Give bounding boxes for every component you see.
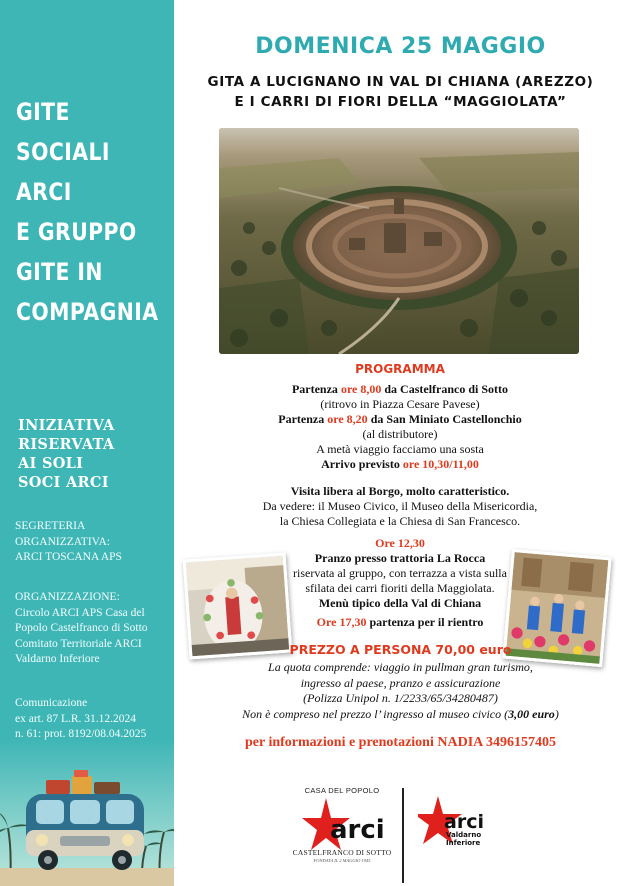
sidebar-title-line: SOCIALI <box>16 138 110 166</box>
notice-line: SOCI ARCI <box>18 474 109 491</box>
subtitle-line: GITA A LUCIGNANO IN VAL DI CHIANA (AREZZO) <box>207 74 594 90</box>
arrival-label: Arrivo previsto <box>321 457 403 471</box>
sidebar-title-line: GITE <box>16 98 70 126</box>
price-line: La quota comprende: viaggio in pullman gran turismo, <box>268 660 533 674</box>
meeting-point-2: (al distributore) <box>362 427 438 441</box>
visit-info <box>190 484 610 529</box>
price-details <box>174 660 627 722</box>
notice-line: INIZIATIVA <box>18 417 115 434</box>
comunicazione-line: n. 61: prot. 8192/08.04.2025 <box>15 728 147 740</box>
return-label: partenza per il rientro <box>366 615 484 629</box>
meeting-point: (ritrovo in Piazza Cesare Pavese) <box>320 397 480 411</box>
booking-contact: per informazioni e prenotazioni NADIA 3496157405 <box>245 735 556 750</box>
vintage-bus-illustration <box>0 740 174 886</box>
subtitle-line: E I CARRI DI FIORI DELLA “MAGGIOLATA” <box>234 94 567 110</box>
arrival <box>190 457 610 472</box>
sidebar-title-line: COMPAGNIA <box>16 298 159 326</box>
organizzazione-line: Valdarno Inferiore <box>15 653 100 665</box>
organizzazione-line: Popolo Castelfranco di Sotto <box>15 622 148 634</box>
lunch-time: Ore 12,30 <box>375 536 425 550</box>
sidebar-title-line: ARCI <box>16 178 72 206</box>
notice-line: RISERVATA <box>18 436 115 453</box>
event-subtitle <box>174 72 627 112</box>
valdarno-label: Valdarno <box>446 831 482 839</box>
logo-founded-label: FONDATA IL 2 MAGGIO 1945 <box>313 858 371 863</box>
departure-place: da Castelfranco di Sotto <box>381 382 509 396</box>
programma-title: PROGRAMMA <box>355 362 445 376</box>
sights-line: Da vedere: il Museo Civico, il Museo della Misericordia, <box>262 499 538 513</box>
comunicazione-line: ex art. 87 L.R. 31.12.2024 <box>15 712 137 725</box>
segreteria-line: ORGANIZZATIVA: <box>15 535 110 548</box>
organizzazione-line: Circolo ARCI APS Casa del <box>15 606 145 619</box>
sights-line: la Chiesa Collegiata e la Chiesa di San Francesco. <box>279 514 521 528</box>
lunch-venue: Pranzo presso trattoria La Rocca <box>314 551 486 565</box>
arrival-time: ore 10,30/11,00 <box>402 457 479 471</box>
lunch-detail: riservata al gruppo, con terrazza a vista sulla <box>293 566 507 580</box>
departure-1 <box>190 382 610 397</box>
departure-place: da San Miniato Castellonchio <box>367 412 522 426</box>
departure-time: ore 8,20 <box>327 412 368 426</box>
price-title: PREZZO A PERSONA 70,00 euro <box>289 642 512 657</box>
sidebar-title <box>16 92 169 332</box>
organizzazione-block <box>15 590 170 668</box>
departure-2 <box>190 412 610 427</box>
segreteria-block <box>15 519 170 566</box>
price-line: ingresso al paese, pranzo e assicurazione <box>300 675 501 690</box>
sidebar-title-line: GITE IN <box>16 258 103 286</box>
menu-line: Menù tipico della Val di Chiana <box>318 596 482 610</box>
comunicazione-block <box>15 696 170 743</box>
departure-time: ore 8,00 <box>340 382 382 396</box>
logo-divider <box>402 788 404 883</box>
event-date-title: DOMENICA 25 MAGGIO <box>255 34 546 59</box>
sidebar-title-line: E GRUPPO <box>16 218 137 246</box>
visit-line: Visita libera al Borgo, molto caratteristico. <box>290 484 510 498</box>
organizzazione-line: ORGANIZZAZIONE: <box>15 591 120 603</box>
arci-wordmark: arci <box>330 815 385 845</box>
excluded-label: Non è compreso nel prezzo l’ ingresso al museo civico ( <box>242 706 509 721</box>
price-line <box>174 707 627 723</box>
price-line: (Polizza Unipol n. 1/2233/65/34280487) <box>303 691 498 705</box>
excluded-amount: 3,00 euro <box>508 706 555 721</box>
stop-note: A metà viaggio facciamo una sosta <box>316 442 484 456</box>
sidebar <box>0 0 174 886</box>
segreteria-line: ARCI TOSCANA APS <box>15 551 122 563</box>
organizzazione-line: Comitato Territoriale ARCI <box>15 637 142 650</box>
inferiore-label: Inferiore <box>446 839 481 847</box>
lunch-detail: sfilata dei carri fioriti della Maggiolata. <box>305 581 495 595</box>
departure-label: Partenza <box>278 412 328 426</box>
arci-wordmark: arci <box>444 811 484 833</box>
logo-castelfranco-label: CASTELFRANCO DI SOTTO <box>292 848 392 857</box>
return-time: Ore 17,30 <box>316 615 367 629</box>
comunicazione-line: Comunicazione <box>15 697 88 709</box>
members-only-notice <box>18 416 168 492</box>
lucignano-aerial-photo <box>219 128 579 354</box>
segreteria-line: SEGRETERIA <box>15 520 86 532</box>
logo-casa-del-popolo-label: CASA DEL POPOLO <box>304 786 380 795</box>
departure-schedule <box>190 382 610 472</box>
excluded-close: ) <box>554 706 559 721</box>
arci-valdarno-logo <box>418 794 490 854</box>
departure-label: Partenza <box>291 382 341 396</box>
notice-line: AI SOLI <box>18 455 84 472</box>
